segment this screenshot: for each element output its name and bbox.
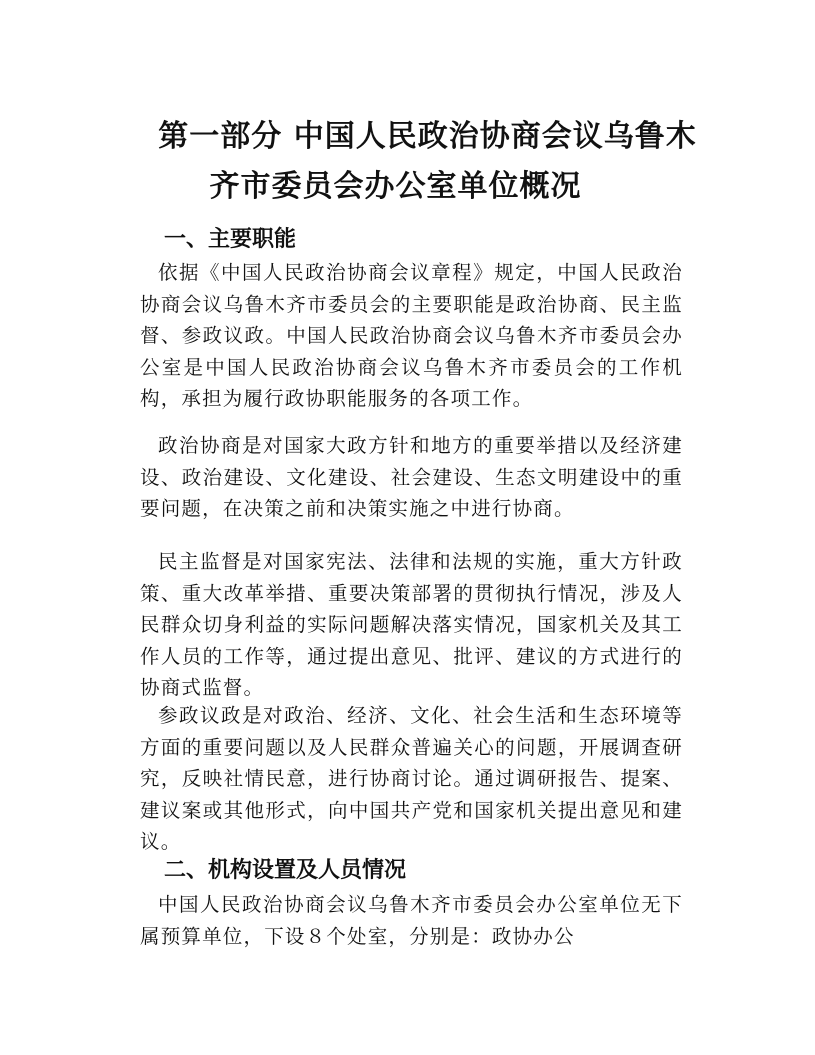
section-heading-organization: 二、机构设置及人员情况	[164, 858, 407, 883]
document-title-line-1: 第一部分 中国人民政治协商会议乌鲁木	[158, 119, 697, 154]
paragraph-functions-intro: 依据《中国人民政治协商会议章程》规定，中国人民政治协商会议乌鲁木齐市委员会的主要职能是政治协商、民主监督、参政议政。中国人民政治协商会议乌鲁木齐市委员会办公室是中国人民政治协商会议乌鲁木齐市委员会的工作机构，承担为履行政协职能服务的各项工作。	[140, 261, 683, 411]
document-title-line-2: 齐市委员会办公室单位概况	[209, 169, 582, 204]
paragraph-participation-deliberation: 参政议政是对政治、经济、文化、社会生活和生态环境等方面的重要问题以及人民群众普遍关心的问题，开展调查研究，反映社情民意，进行协商讨论。通过调研报告、提案、建议案或其他形式，向中国共产党和国家机关提出意见和建议。	[140, 704, 683, 854]
paragraph-political-consultation: 政治协商是对国家大政方针和地方的重要举措以及经济建设、政治建设、文化建设、社会建设、生态文明建设中的重要问题，在决策之前和决策实施之中进行协商。	[140, 434, 683, 521]
section-heading-main-functions: 一、主要职能	[164, 227, 297, 252]
paragraph-organization-setup: 中国人民政治协商会议乌鲁木齐市委员会办公室单位无下属预算单位，下设８个处室，分别是：政协办公	[140, 893, 683, 948]
paragraph-democratic-supervision: 民主监督是对国家宪法、法律和法规的实施，重大方针政策、重大改革举措、重要决策部署的贯彻执行情况，涉及人民群众切身利益的实际问题解决落实情况，国家机关及其工作人员的工作等，通过提出意见、批评、建议的方式进行的协商式监督。	[140, 550, 683, 700]
